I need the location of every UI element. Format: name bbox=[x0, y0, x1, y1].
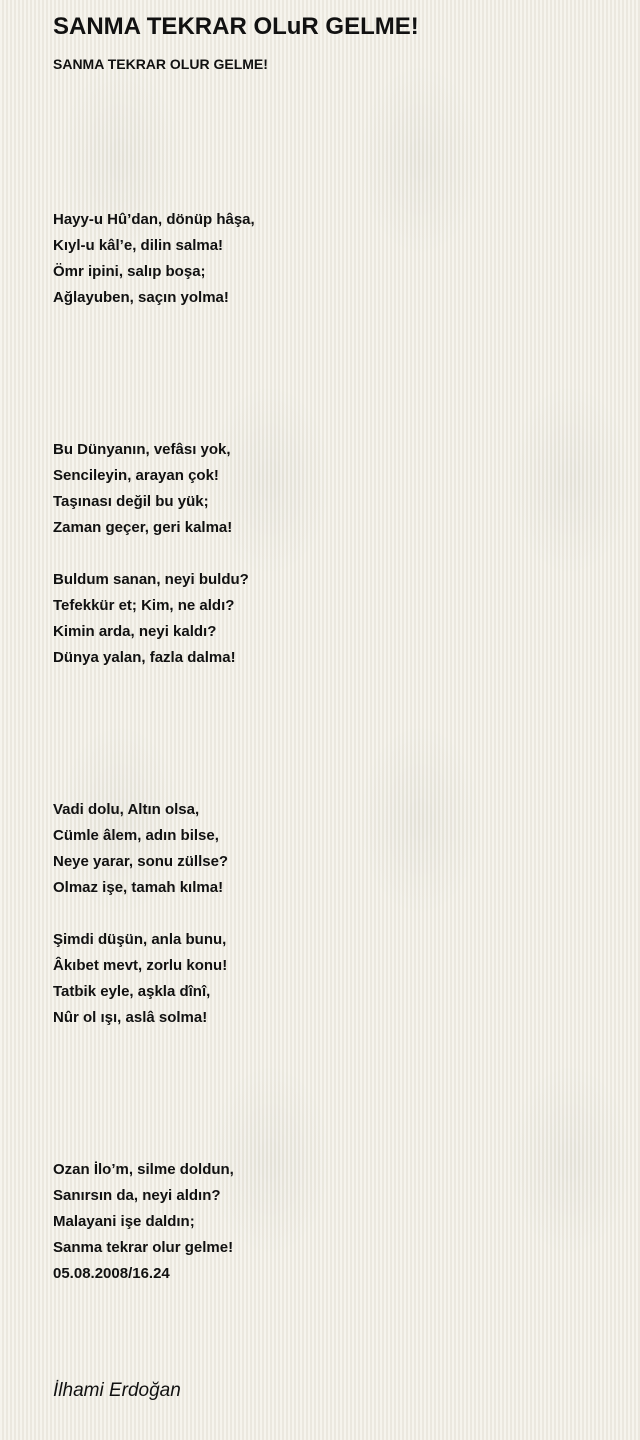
poem-line: Sanırsın da, neyi aldın? bbox=[53, 1187, 221, 1204]
poem-title: SANMA TEKRAR OLuR GELME! bbox=[53, 13, 419, 40]
poem-line: Buldum sanan, neyi buldu? bbox=[53, 571, 249, 588]
poem-line: Ömr ipini, salıp boşa; bbox=[53, 263, 206, 280]
poem-line: Ağlayuben, saçın yolma! bbox=[53, 289, 229, 306]
poem-line: Sanma tekrar olur gelme! bbox=[53, 1239, 234, 1256]
poem-subtitle: SANMA TEKRAR OLUR GELME! bbox=[53, 56, 268, 72]
poem-line: Malayani işe daldın; bbox=[53, 1213, 195, 1230]
stanza-1 bbox=[53, 207, 255, 311]
stanza-2 bbox=[53, 437, 232, 541]
stanza-5 bbox=[53, 927, 227, 1031]
poem-author: İlhami Erdoğan bbox=[53, 1380, 181, 1401]
poem-line: Zaman geçer, geri kalma! bbox=[53, 519, 233, 536]
poem-line: Âkıbet mevt, zorlu konu! bbox=[53, 957, 228, 974]
poem-line: Ozan İlo’m, silme doldun, bbox=[53, 1161, 234, 1178]
stanza-3 bbox=[53, 567, 249, 671]
poem-line: Taşınası değil bu yük; bbox=[53, 493, 209, 510]
poem-line: Tatbik eyle, aşkla dînî, bbox=[53, 983, 211, 1000]
poem-line: Dünya yalan, fazla dalma! bbox=[53, 649, 236, 666]
poem-line: Olmaz işe, tamah kılma! bbox=[53, 879, 224, 896]
poem-line: Neye yarar, sonu züllse? bbox=[53, 853, 229, 870]
poem-line: Cümle âlem, adın bilse, bbox=[53, 827, 219, 844]
poem-line: Sencileyin, arayan çok! bbox=[53, 467, 219, 484]
poem-line: Nûr ol ışı, aslâ solma! bbox=[53, 1009, 208, 1026]
poem-line: Vadi dolu, Altın olsa, bbox=[53, 801, 200, 818]
poem-date: 05.08.2008/16.24 bbox=[53, 1265, 170, 1282]
stanza-4 bbox=[53, 797, 228, 901]
poem-line: Hayy-u Hû’dan, dönüp hâşa, bbox=[53, 211, 255, 228]
poem-line: Kimin arda, neyi kaldı? bbox=[53, 623, 217, 640]
stanza-6 bbox=[53, 1157, 234, 1287]
poem-line: Bu Dünyanın, vefâsı yok, bbox=[53, 441, 231, 458]
poem-line: Kıyl-u kâl’e, dilin salma! bbox=[53, 237, 224, 254]
poem-line: Şimdi düşün, anla bunu, bbox=[53, 931, 227, 948]
poem-line: Tefekkür et; Kim, ne aldı? bbox=[53, 597, 235, 614]
